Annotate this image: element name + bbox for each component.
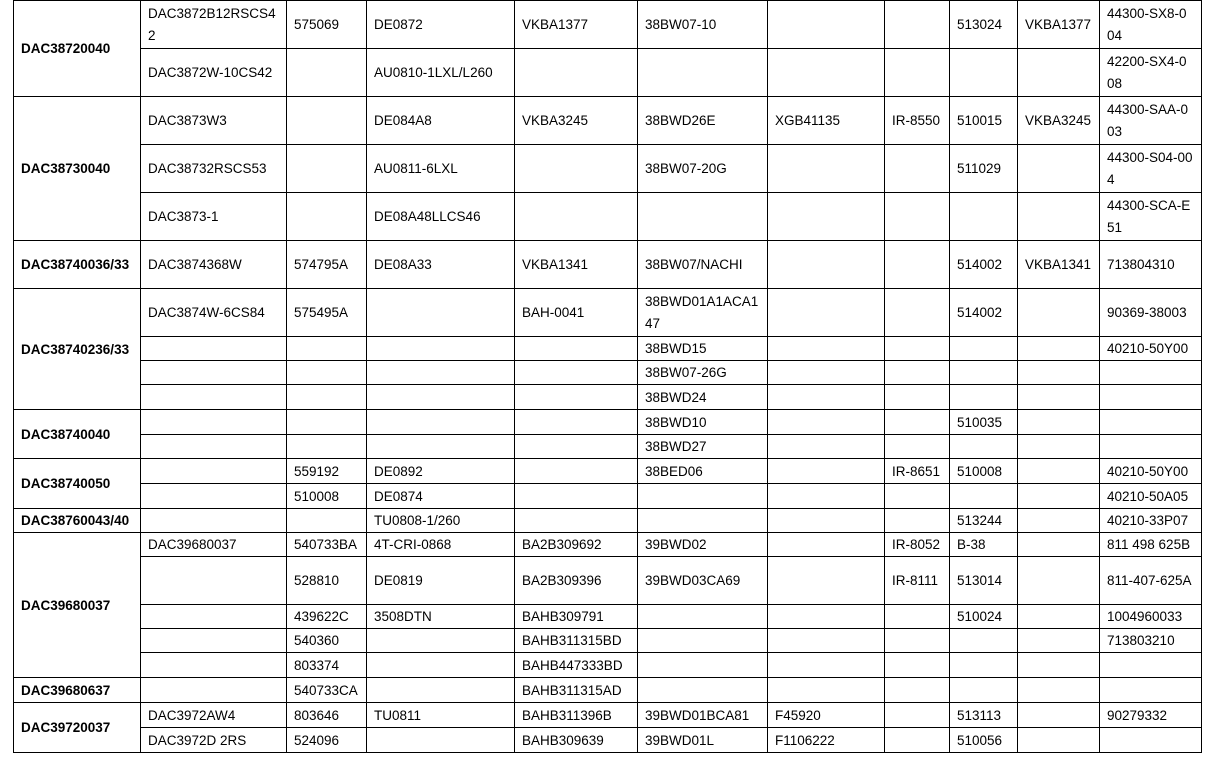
table-row <box>14 410 1202 435</box>
table-cell <box>885 435 950 459</box>
table-cell: TU0808-1/260 <box>367 509 515 533</box>
table-cell <box>768 410 885 435</box>
table-cell: 40210-50Y00 <box>1100 337 1202 361</box>
table-cell: 514002 <box>950 289 1018 337</box>
table-cell <box>287 385 367 410</box>
table-cell <box>141 410 287 435</box>
table-row <box>14 653 1202 678</box>
table-row <box>14 241 1202 289</box>
table-cell <box>1100 728 1202 753</box>
table-cell: 44300-SX8-004 <box>1100 1 1202 49</box>
table-cell <box>515 385 638 410</box>
table-cell <box>515 484 638 509</box>
table-cell <box>1018 49 1100 97</box>
table-cell: BAHB311315BD <box>515 629 638 653</box>
table-cell <box>885 728 950 753</box>
table-cell <box>515 193 638 241</box>
table-cell <box>367 728 515 753</box>
table-cell <box>885 145 950 193</box>
table-cell <box>287 193 367 241</box>
table-cell <box>768 241 885 289</box>
table-cell: 39BWD02 <box>638 533 768 557</box>
table-cell <box>1018 289 1100 337</box>
table-cell: 713804310 <box>1100 241 1202 289</box>
table-cell: 38BW07-10 <box>638 1 768 49</box>
table-row <box>14 361 1202 385</box>
table-cell <box>515 459 638 484</box>
table-cell: DE0892 <box>367 459 515 484</box>
table-row <box>14 509 1202 533</box>
table-row <box>14 289 1202 337</box>
table-row <box>14 337 1202 361</box>
table-cell <box>367 678 515 703</box>
table-cell <box>287 410 367 435</box>
table-cell: VKBA3245 <box>515 97 638 145</box>
table-cell: DAC3872B12RSCS42 <box>141 1 287 49</box>
table-cell <box>885 361 950 385</box>
table-cell: DAC3874368W <box>141 241 287 289</box>
table-cell: 511029 <box>950 145 1018 193</box>
table-cell <box>141 484 287 509</box>
table-body <box>14 1 1202 753</box>
table-cell: 38BWD26E <box>638 97 768 145</box>
table-cell: BAH-0041 <box>515 289 638 337</box>
table-cell <box>950 435 1018 459</box>
table-row <box>14 484 1202 509</box>
table-cell <box>367 289 515 337</box>
table-cell <box>768 678 885 703</box>
table-row <box>14 49 1202 97</box>
table-cell <box>950 484 1018 509</box>
table-cell: 559192 <box>287 459 367 484</box>
part-number-cell: DAC38720040 <box>14 1 141 97</box>
table-cell: 713803210 <box>1100 629 1202 653</box>
table-cell <box>1018 557 1100 605</box>
table-cell <box>768 509 885 533</box>
table-cell: BAHB311396B <box>515 703 638 728</box>
table-cell <box>1018 435 1100 459</box>
table-cell <box>1018 533 1100 557</box>
table-cell: 1004960033 <box>1100 605 1202 629</box>
part-number-cell: DAC39680637 <box>14 678 141 703</box>
table-cell: 38BWD27 <box>638 435 768 459</box>
table-cell <box>768 435 885 459</box>
table-cell <box>768 193 885 241</box>
table-cell: 528810 <box>287 557 367 605</box>
table-cell <box>1100 678 1202 703</box>
table-cell <box>141 653 287 678</box>
table-cell: 38BWD15 <box>638 337 768 361</box>
table-cell <box>141 435 287 459</box>
table-cell <box>1018 653 1100 678</box>
table-cell <box>638 605 768 629</box>
table-cell <box>885 605 950 629</box>
table-cell <box>1100 410 1202 435</box>
table-cell <box>367 629 515 653</box>
table-cell: 510008 <box>287 484 367 509</box>
table-cell: 44300-SAA-003 <box>1100 97 1202 145</box>
table-cell <box>515 145 638 193</box>
table-cell: 90279332 <box>1100 703 1202 728</box>
table-cell <box>1100 385 1202 410</box>
table-cell: VKBA1377 <box>1018 1 1100 49</box>
table-cell <box>768 557 885 605</box>
table-cell <box>885 241 950 289</box>
table-cell: 39BWD01L <box>638 728 768 753</box>
table-cell: 510024 <box>950 605 1018 629</box>
table-cell <box>885 509 950 533</box>
table-cell: 524096 <box>287 728 367 753</box>
table-cell <box>885 385 950 410</box>
table-cell <box>287 97 367 145</box>
table-cell <box>885 49 950 97</box>
table-cell: 540733BA <box>287 533 367 557</box>
table-cell: 510035 <box>950 410 1018 435</box>
table-cell: DE08A33 <box>367 241 515 289</box>
part-number-cell: DAC39720037 <box>14 703 141 753</box>
table-cell: 40210-50A05 <box>1100 484 1202 509</box>
table-cell: DE084A8 <box>367 97 515 145</box>
table-cell <box>768 385 885 410</box>
table-cell <box>1100 653 1202 678</box>
table-cell <box>141 361 287 385</box>
table-cell <box>287 509 367 533</box>
table-cell <box>1018 193 1100 241</box>
table-cell <box>638 193 768 241</box>
table-cell <box>768 145 885 193</box>
table-cell: 514002 <box>950 241 1018 289</box>
table-cell: DAC3873-1 <box>141 193 287 241</box>
table-cell <box>367 435 515 459</box>
table-cell <box>885 289 950 337</box>
table-cell: VKBA3245 <box>1018 97 1100 145</box>
table-cell <box>885 484 950 509</box>
table-cell <box>768 49 885 97</box>
table-cell: DE0872 <box>367 1 515 49</box>
table-row <box>14 459 1202 484</box>
table-row <box>14 557 1202 605</box>
table-cell <box>515 435 638 459</box>
table-cell <box>287 337 367 361</box>
table-cell <box>768 605 885 629</box>
table-cell <box>1100 361 1202 385</box>
table-cell <box>1100 435 1202 459</box>
table-cell: BAHB309639 <box>515 728 638 753</box>
table-cell: 38BED06 <box>638 459 768 484</box>
table-cell <box>768 653 885 678</box>
table-cell: 40210-50Y00 <box>1100 459 1202 484</box>
table-cell <box>1018 605 1100 629</box>
table-cell <box>1018 509 1100 533</box>
table-cell: DAC39680037 <box>141 533 287 557</box>
table-cell: 39BWD01BCA81 <box>638 703 768 728</box>
part-number-cell: DAC38740236/33 <box>14 289 141 410</box>
table-cell <box>1018 361 1100 385</box>
table-cell: 44300-S04-004 <box>1100 145 1202 193</box>
table-cell: BA2B309692 <box>515 533 638 557</box>
table-cell <box>885 653 950 678</box>
table-cell: 3508DTN <box>367 605 515 629</box>
table-cell <box>885 410 950 435</box>
table-cell: 39BWD03CA69 <box>638 557 768 605</box>
table-cell <box>1018 728 1100 753</box>
table-cell: BAHB309791 <box>515 605 638 629</box>
table-cell <box>768 289 885 337</box>
table-cell: F45920 <box>768 703 885 728</box>
table-cell: 513014 <box>950 557 1018 605</box>
table-row <box>14 145 1202 193</box>
part-number-cell: DAC38740050 <box>14 459 141 509</box>
table-cell: 38BWD01A1ACA147 <box>638 289 768 337</box>
table-cell <box>515 49 638 97</box>
table-cell: 42200-SX4-008 <box>1100 49 1202 97</box>
table-cell <box>515 337 638 361</box>
table-row <box>14 1 1202 49</box>
table-cell: IR-8052 <box>885 533 950 557</box>
table-cell: IR-8111 <box>885 557 950 605</box>
table-row <box>14 629 1202 653</box>
table-cell: 4T-CRI-0868 <box>367 533 515 557</box>
table-cell <box>287 435 367 459</box>
table-cell <box>141 678 287 703</box>
table-cell: 513024 <box>950 1 1018 49</box>
table-cell <box>885 678 950 703</box>
table-cell <box>515 361 638 385</box>
table-cell: DAC3872W-10CS42 <box>141 49 287 97</box>
table-cell <box>638 629 768 653</box>
table-cell: DAC3972D 2RS <box>141 728 287 753</box>
table-cell: 513113 <box>950 703 1018 728</box>
table-cell: 38BW07-26G <box>638 361 768 385</box>
table-cell <box>515 410 638 435</box>
table-cell <box>1018 410 1100 435</box>
table-cell: 38BW07/NACHI <box>638 241 768 289</box>
table-cell: 510008 <box>950 459 1018 484</box>
table-cell: DE0819 <box>367 557 515 605</box>
table-cell: B-38 <box>950 533 1018 557</box>
table-cell <box>1018 145 1100 193</box>
table-cell <box>638 509 768 533</box>
table-cell: BAHB311315AD <box>515 678 638 703</box>
table-cell <box>950 678 1018 703</box>
table-cell <box>768 533 885 557</box>
table-cell <box>768 361 885 385</box>
part-number-cell: DAC38740040 <box>14 410 141 459</box>
table-cell: 38BWD24 <box>638 385 768 410</box>
table-cell <box>141 459 287 484</box>
table-cell <box>141 605 287 629</box>
table-cell: VKBA1341 <box>515 241 638 289</box>
table-cell <box>638 484 768 509</box>
part-number-cell: DAC38740036/33 <box>14 241 141 289</box>
table-cell: 540733CA <box>287 678 367 703</box>
table-cell: DAC3873W3 <box>141 97 287 145</box>
table-cell: 575069 <box>287 1 367 49</box>
table-row <box>14 605 1202 629</box>
table-cell: DAC38732RSCS53 <box>141 145 287 193</box>
table-row <box>14 533 1202 557</box>
table-cell <box>287 145 367 193</box>
table-cell: BA2B309396 <box>515 557 638 605</box>
table-cell: 803646 <box>287 703 367 728</box>
table-cell: 811 498 625B <box>1100 533 1202 557</box>
table-row <box>14 678 1202 703</box>
table-cell <box>950 361 1018 385</box>
table-cell <box>638 678 768 703</box>
table-cell: 38BWD10 <box>638 410 768 435</box>
table-cell: 510056 <box>950 728 1018 753</box>
table-row <box>14 728 1202 753</box>
table-cell <box>141 385 287 410</box>
table-cell <box>1018 337 1100 361</box>
table-cell <box>950 193 1018 241</box>
table-cell <box>638 49 768 97</box>
table-cell: DAC3972AW4 <box>141 703 287 728</box>
table-cell <box>515 509 638 533</box>
table-cell <box>287 49 367 97</box>
table-cell: TU0811 <box>367 703 515 728</box>
table-cell <box>367 653 515 678</box>
table-cell: VKBA1341 <box>1018 241 1100 289</box>
table-cell <box>1018 629 1100 653</box>
table-cell <box>287 361 367 385</box>
table-cell: XGB41135 <box>768 97 885 145</box>
table-cell <box>768 459 885 484</box>
table-cell <box>950 629 1018 653</box>
table-row <box>14 193 1202 241</box>
table-cell <box>141 629 287 653</box>
table-cell: DE08A48LLCS46 <box>367 193 515 241</box>
table-cell <box>1018 484 1100 509</box>
table-cell: F1106222 <box>768 728 885 753</box>
table-row <box>14 385 1202 410</box>
table-cell: 44300-SCA-E51 <box>1100 193 1202 241</box>
table-cell <box>1018 678 1100 703</box>
table-cell <box>367 361 515 385</box>
table-cell <box>1018 385 1100 410</box>
table-cell <box>768 484 885 509</box>
table-cell: BAHB447333BD <box>515 653 638 678</box>
table-cell <box>141 509 287 533</box>
table-cell: 540360 <box>287 629 367 653</box>
table-cell <box>885 337 950 361</box>
table-cell: VKBA1377 <box>515 1 638 49</box>
table-cell: AU0810-1LXL/L260 <box>367 49 515 97</box>
table-cell <box>885 703 950 728</box>
table-cell <box>885 193 950 241</box>
table-cell <box>950 385 1018 410</box>
bearing-cross-reference-table <box>13 0 1202 753</box>
part-number-cell: DAC39680037 <box>14 533 141 678</box>
table-cell <box>1018 459 1100 484</box>
table-cell: 803374 <box>287 653 367 678</box>
part-number-cell: DAC38760043/40 <box>14 509 141 533</box>
table-cell: DE0874 <box>367 484 515 509</box>
table-cell: DAC3874W-6CS84 <box>141 289 287 337</box>
table-cell <box>141 557 287 605</box>
table-cell: IR-8550 <box>885 97 950 145</box>
table-cell <box>950 337 1018 361</box>
table-cell: AU0811-6LXL <box>367 145 515 193</box>
table-cell: 575495A <box>287 289 367 337</box>
table-cell: 574795A <box>287 241 367 289</box>
part-number-cell: DAC38730040 <box>14 97 141 241</box>
table-cell <box>367 337 515 361</box>
table-row <box>14 97 1202 145</box>
table-row <box>14 435 1202 459</box>
table-cell: 90369-38003 <box>1100 289 1202 337</box>
table-cell: 510015 <box>950 97 1018 145</box>
table-cell <box>1018 703 1100 728</box>
table-cell <box>638 653 768 678</box>
table-cell: 38BW07-20G <box>638 145 768 193</box>
table-cell <box>768 629 885 653</box>
table-cell <box>141 337 287 361</box>
table-cell <box>367 410 515 435</box>
table-cell <box>367 385 515 410</box>
table-cell <box>768 337 885 361</box>
table-cell <box>950 49 1018 97</box>
table-cell <box>885 1 950 49</box>
table-cell <box>885 629 950 653</box>
table-row <box>14 703 1202 728</box>
table-cell: IR-8651 <box>885 459 950 484</box>
table-cell <box>768 1 885 49</box>
table-cell: 513244 <box>950 509 1018 533</box>
table-cell: 811-407-625A <box>1100 557 1202 605</box>
table-cell <box>950 653 1018 678</box>
table-cell: 439622C <box>287 605 367 629</box>
table-cell: 40210-33P07 <box>1100 509 1202 533</box>
